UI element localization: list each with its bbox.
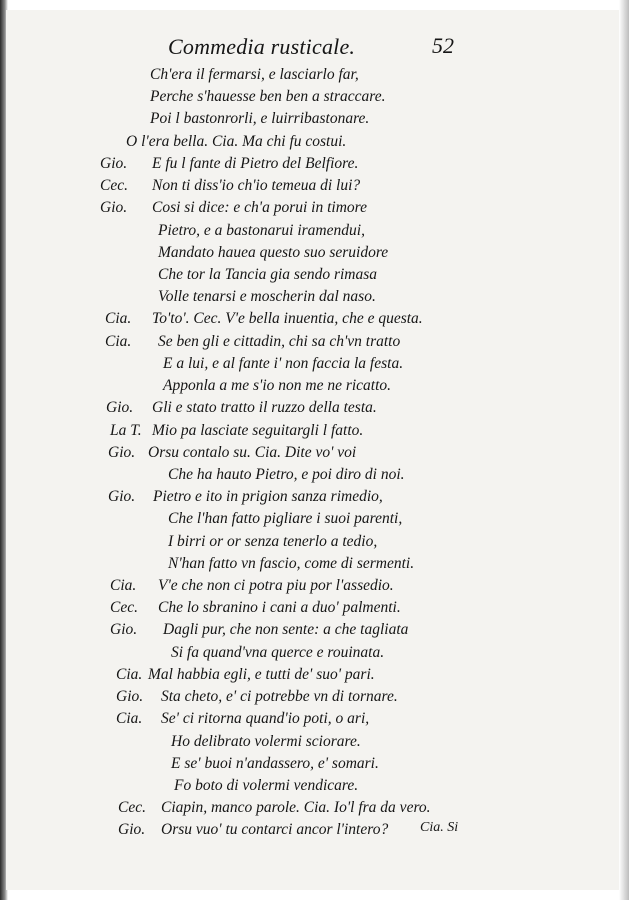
verse-line (0, 353, 629, 375)
verse-text-line: Fo boto di volermi vendicare. (174, 777, 359, 794)
verse-text-line: Orsu vuo' tu contarci ancor l'intero? (161, 821, 389, 839)
verse-line (0, 442, 629, 464)
verse-line (0, 420, 629, 442)
verse-line (0, 486, 629, 508)
verse-text-line: Si fa quand'vna querce e rouinata. (171, 643, 385, 661)
speaker-label: Gio. (100, 154, 128, 172)
verse-text-line: Mio pa lasciate seguitargli l fatto. (152, 421, 364, 439)
speaker-label: Cec. (110, 599, 138, 617)
verse-line (0, 264, 629, 286)
speaker-label: Cia. (116, 710, 143, 728)
verse-text-line: Apponla a me s'io non me ne ricatto. (163, 377, 392, 395)
page-number: 52 (432, 33, 454, 58)
verse-line (0, 597, 629, 619)
verse-line (0, 508, 629, 530)
verse-text-line: Pietro e ito in prigion sanza rimedio, (153, 488, 383, 506)
verse-line (0, 220, 629, 242)
verse-text-line: Ch'era il fermarsi, e lasciarlo far, (150, 66, 359, 83)
speaker-label: Cia. (105, 310, 132, 328)
verse-line (0, 308, 629, 330)
verse-line (0, 242, 629, 264)
verse-line (0, 686, 629, 708)
verse-text-line: I birri or or senza tenerlo a tedio, (168, 532, 378, 550)
verse-text-line: Perche s'hauesse ben ben a straccare. (150, 88, 386, 106)
speaker-label: Cia. (110, 577, 137, 595)
verse-text-line: Non ti diss'io ch'io temeua di lui? (152, 177, 361, 195)
verse-line (0, 731, 629, 753)
verse-text-line: Volle tenarsi e moscherin dal naso. (158, 288, 376, 306)
verse-line (0, 375, 629, 397)
verse-line (0, 153, 629, 175)
speaker-label: La T. (110, 421, 142, 439)
verse-text-line: E fu l fante di Pietro del Belfiore. (152, 154, 359, 172)
catchword: Cia. Si (420, 820, 459, 835)
speaker-label: Gio. (108, 488, 136, 506)
verse-line (0, 64, 629, 86)
verse-text-line: Che l'han fatto pigliare i suoi parenti, (168, 510, 403, 528)
verse-line (0, 664, 629, 686)
speaker-label: Gio. (110, 621, 138, 639)
speaker-label: Cia. (105, 332, 132, 350)
verse-line (0, 753, 629, 775)
verse-text-line: Che ha hauto Pietro, e poi diro di noi. (168, 465, 405, 483)
verse-text (0, 64, 629, 842)
verse-text-line: N'han fatto vn fascio, come di sermenti. (168, 554, 415, 572)
verse-text-line: Gli e stato tratto il ruzzo della testa. (152, 399, 377, 417)
verse-line (0, 531, 629, 553)
verse-line (0, 464, 629, 486)
verse-text-line: Ho delibrato volermi sciorare. (171, 732, 361, 750)
verse-line (0, 286, 629, 308)
verse-text-line: Dagli pur, che non sente: a che tagliata (163, 621, 409, 639)
speaker-label: Gio. (116, 688, 144, 706)
verse-text-line: Se' ci ritorna quand'io poti, o ari, (161, 710, 370, 728)
verse-line (0, 619, 629, 641)
verse-text-line: Mal habbia egli, e tutti de' suo' pari. (148, 665, 375, 683)
verse-text-line: Orsu contalo su. Cia. Dite vo' voi (148, 443, 357, 461)
verse-line (0, 86, 629, 108)
verse-text-line: O l'era bella. Cia. Ma chi fu costui. (126, 132, 347, 150)
verse-line (0, 175, 629, 197)
verse-text-line: E se' buoi n'andassero, e' somari. (171, 754, 379, 772)
speaker-label: Gio. (108, 443, 136, 461)
verse-text-line: Che lo sbranino i cani a duo' palmenti. (158, 599, 401, 617)
verse-line (0, 131, 629, 153)
verse-line (0, 797, 629, 819)
verse-text-line: Ciapin, manco parole. Cia. Io'l fra da vero. (161, 799, 431, 817)
verse-text-line: Che tor la Tancia gia sendo rimasa (158, 265, 378, 283)
verse-line (0, 553, 629, 575)
speaker-label: Gio. (106, 399, 134, 417)
verse-line (0, 642, 629, 664)
verse-line (0, 775, 629, 797)
verse-line (0, 197, 629, 219)
speaker-label: Cia. (116, 665, 143, 683)
verse-text-line: Se ben gli e cittadin, chi sa ch'vn tratto (158, 332, 401, 350)
verse-line (0, 108, 629, 130)
verse-text-line: Sta cheto, e' ci potrebbe vn di tornare. (161, 688, 398, 706)
verse-text-line: To'to'. Cec. V'e bella inuentia, che e questa. (152, 310, 423, 328)
verse-line (0, 575, 629, 597)
verse-line (0, 331, 629, 353)
verse-line (0, 397, 629, 419)
speaker-label: Cec. (100, 177, 128, 195)
verse-text-line: Cosi si dice: e ch'a porui in timore (152, 199, 367, 217)
verse-line (0, 708, 629, 730)
verse-text-line: V'e che non ci potra piu por l'assedio. (158, 577, 394, 595)
verse-line (0, 819, 629, 841)
verse-text-line: Mandato hauea questo suo seruidore (158, 243, 389, 261)
verse-text-line: Pietro, e a bastonarui iramendui, (158, 221, 365, 239)
verse-text-line: E a lui, e al fante i' non faccia la festa. (163, 354, 404, 372)
verse-text-line: Poi l bastonrorli, e luirribastonare. (150, 110, 370, 128)
speaker-label: Gio. (100, 199, 128, 217)
speaker-label: Cec. (118, 799, 146, 817)
speaker-label: Gio. (118, 821, 146, 839)
running-title: Commedia rusticale. (168, 34, 356, 59)
